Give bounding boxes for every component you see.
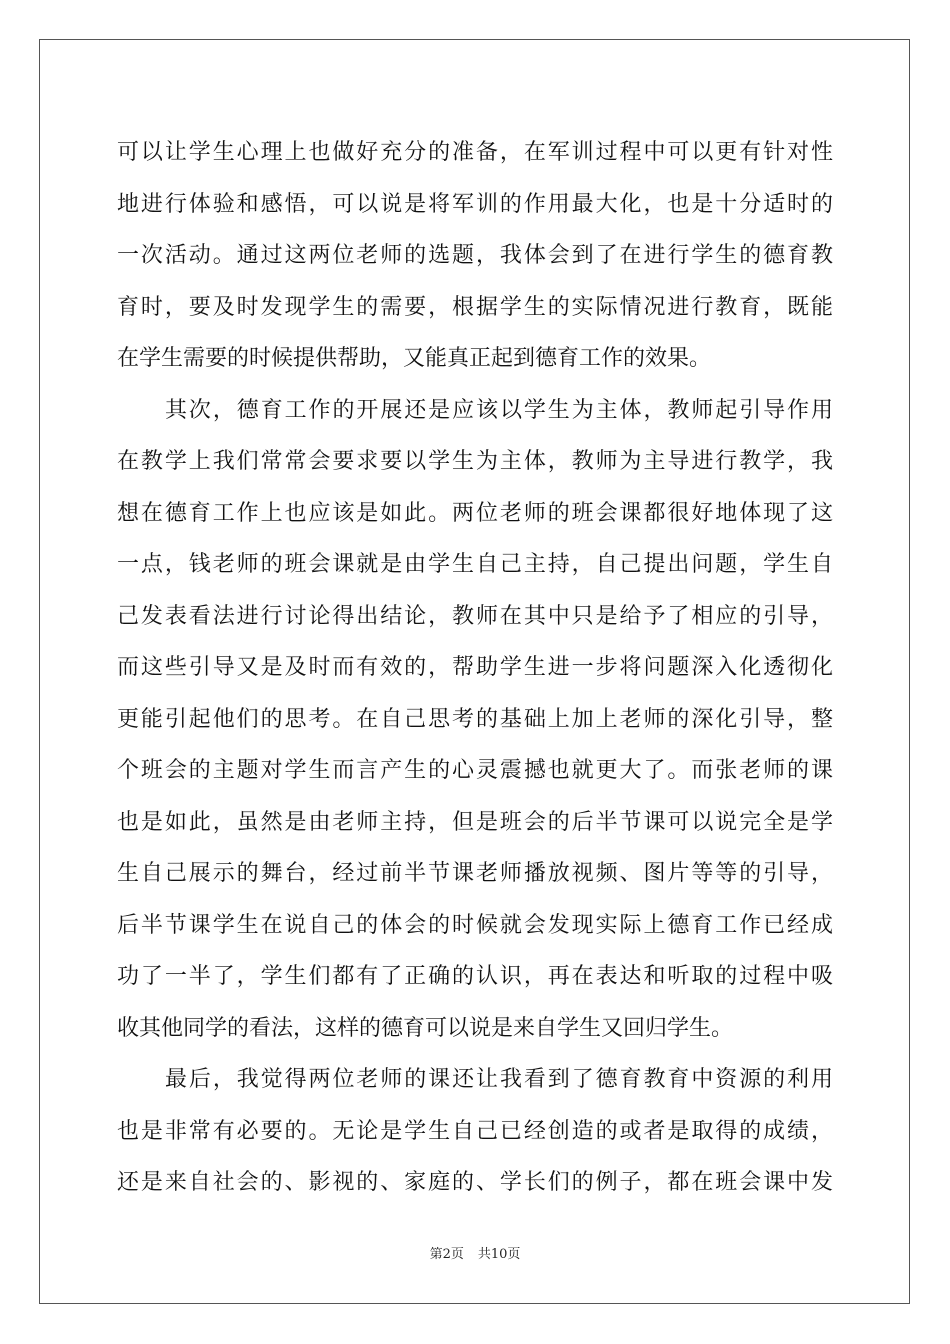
- document-body: [117, 127, 833, 1209]
- text-line: 也是如此，虽然是由老师主持，但是班会的后半节课可以说完全是学: [117, 809, 833, 835]
- page-footer: [0, 1243, 950, 1262]
- text-line: 个班会的主题对学生而言产生的心灵震撼也就更大了。而张老师的课: [117, 758, 833, 783]
- text-line: 可以让学生心理上也做好充分的准备，在军训过程中可以更有针对性: [117, 140, 833, 165]
- text-line: 还是来自社会的、影视的、家庭的、学长们的例子，都在班会课中发: [117, 1170, 833, 1195]
- text-line: 最后，我觉得两位老师的课还让我看到了德育教育中资源的利用: [165, 1067, 833, 1092]
- text-line: 想在德育工作上也应该是如此。两位老师的班会课都很好地体现了这: [117, 500, 833, 526]
- text-line: 在学生需要的时候提供帮助，又能真正起到德育工作的效果。: [117, 346, 712, 371]
- text-line: 生自己展示的舞台，经过前半节课老师播放视频、图片等等的引导，: [117, 861, 833, 886]
- text-line: 也是非常有必要的。无论是学生自己已经创造的或者是取得的成绩，: [117, 1118, 833, 1144]
- text-line: 在教学上我们常常会要求要以学生为主体，教师为主导进行教学，我: [117, 449, 833, 474]
- text-line: 更能引起他们的思考。在自己思考的基础上加上老师的深化引导，整: [117, 706, 833, 732]
- text-line: 地进行体验和感悟，可以说是将军训的作用最大化，也是十分适时的: [117, 191, 833, 217]
- text-line: 育时，要及时发现学生的需要，根据学生的实际情况进行教育，既能: [117, 294, 833, 320]
- page-total: 共10页: [477, 1247, 521, 1262]
- text-line: 一次活动。通过这两位老师的选题，我体会到了在进行学生的德育教: [117, 243, 833, 268]
- text-line: 己发表看法进行讨论得出结论，教师在其中只是给予了相应的引导，: [117, 603, 833, 629]
- text-line: 收其他同学的看法，这样的德育可以说是来自学生又回归学生。: [117, 1015, 734, 1041]
- text-line: 而这些引导又是及时而有效的，帮助学生进一步将问题深入化透彻化: [117, 655, 833, 680]
- page-number: 第2页: [429, 1247, 464, 1262]
- text-line: 一点，钱老师的班会课就是由学生自己主持，自己提出问题，学生自: [117, 552, 833, 577]
- text-line: 其次，德育工作的开展还是应该以学生为主体，教师起引导作用: [165, 397, 833, 423]
- text-line: 功了一半了，学生们都有了正确的认识，再在表达和听取的过程中吸: [117, 964, 833, 989]
- text-line: 后半节课学生在说自己的体会的时候就会发现实际上德育工作已经成: [117, 912, 833, 938]
